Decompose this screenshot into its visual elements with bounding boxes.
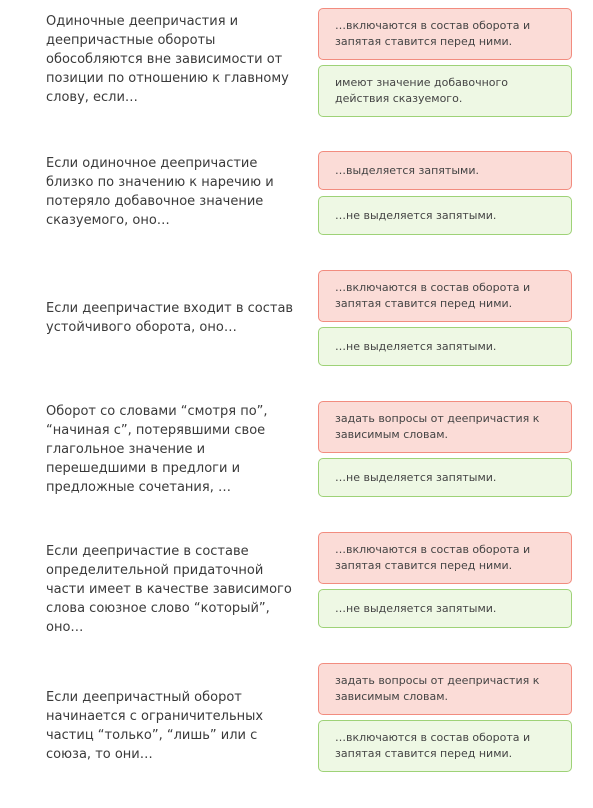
answer-option-correct[interactable] (318, 196, 572, 235)
answer-option-wrong[interactable] (318, 532, 572, 584)
answer-option-correct[interactable] (318, 720, 572, 772)
question-text: Оборот со словами “смотря по”, “начиная с”, потерявшими свое глагольное значение и перешедшими в предлоги и предложные сочетания, … (46, 404, 268, 495)
answer-option-correct[interactable] (318, 65, 572, 117)
answer-option-correct[interactable] (318, 458, 572, 497)
answer-option-label: …включаются в состав оборота и запятая ставится перед ними. (335, 543, 531, 572)
answer-option-correct[interactable] (318, 589, 572, 628)
answer-option-label: …не выделяется запятыми. (335, 339, 497, 353)
answer-option-wrong[interactable] (318, 663, 572, 715)
answer-option-correct[interactable] (318, 327, 572, 366)
answer-option-label: задать вопросы от деепричастия к зависимым словам. (335, 674, 540, 703)
question-text: Если деепричастный оборот начинается с ограничительных частиц “только”, “лишь” или с союза, то они… (46, 690, 264, 762)
answer-option-wrong[interactable] (318, 151, 572, 190)
question-text: Если деепричастие входит в состав устойчивого оборота, оно… (46, 301, 294, 335)
answer-option-wrong[interactable] (318, 401, 572, 453)
answer-option-wrong[interactable] (318, 8, 572, 60)
answer-option-label: …не выделяется запятыми. (335, 601, 497, 615)
answer-option-label: задать вопросы от деепричастия к зависимым словам. (335, 412, 540, 441)
answer-option-label: …включаются в состав оборота и запятая ставится перед ними. (335, 731, 531, 760)
answer-option-label: …не выделяется запятыми. (335, 470, 497, 484)
question-text: Если деепричастие в составе определительной придаточной части имеет в качестве зависимого слова союзное слово “который”, оно… (46, 544, 292, 635)
answer-option-label: имеют значение добавочного действия сказуемого. (335, 76, 509, 105)
answer-option-label: …выделяется запятыми. (335, 163, 479, 177)
answer-option-label: …включаются в состав оборота и запятая ставится перед ними. (335, 19, 531, 48)
question-text: Если одиночное деепричастие близко по значению к наречию и потеряло добавочное значение сказуемого, оно… (46, 156, 274, 228)
answer-option-label: …включаются в состав оборота и запятая ставится перед ними. (335, 281, 531, 310)
answer-option-label: …не выделяется запятыми. (335, 208, 497, 222)
question-text: Одиночные деепричастия и деепричастные обороты обособляются вне зависимости от позиции по отношению к главному слову, если… (46, 14, 289, 105)
answer-option-wrong[interactable] (318, 270, 572, 322)
